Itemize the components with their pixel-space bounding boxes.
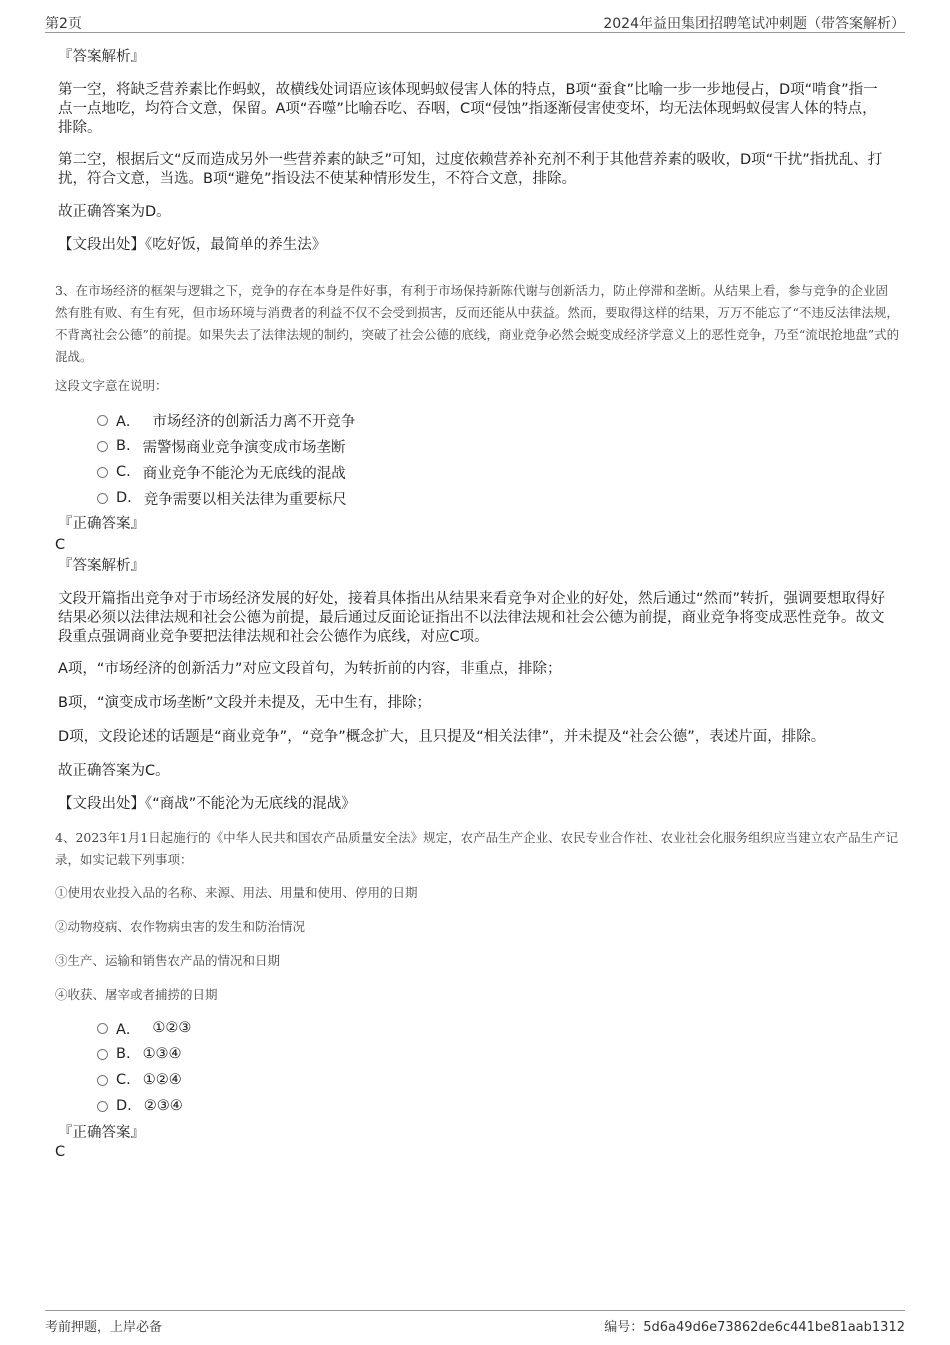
q3-conclusion: 故正确答案为C。 <box>58 763 170 779</box>
q3-answer-label: 『正确答案』 <box>58 516 145 532</box>
option-text: ①②③ <box>152 1020 192 1036</box>
option-text: ①②④ <box>142 1072 182 1088</box>
radio-icon[interactable] <box>97 1049 108 1060</box>
q2-analysis-label: 『答案解析』 <box>58 49 145 65</box>
q4-item-2: ②动物疫病、农作物病虫害的发生和防治情况 <box>55 919 306 934</box>
q2-source: 【文段出处】《吃好饭，最简单的养生法》 <box>58 237 327 253</box>
radio-icon[interactable] <box>97 441 108 452</box>
option-text: 商业竞争不能沦为无底线的混战 <box>142 465 346 482</box>
q3-option-c[interactable] <box>97 462 346 482</box>
footer-slogan: 考前押题，上岸必备 <box>45 1320 163 1335</box>
q3-analysis-p4: D项，文段论述的话题是“商业竞争”，“竞争”概念扩大，且只提及“相关法律”，并未提及“社会公德”，表述片面，排除。 <box>58 729 826 745</box>
option-text: ②③④ <box>143 1098 183 1114</box>
option-key: A． <box>116 1021 141 1038</box>
q4-option-d[interactable] <box>97 1096 183 1116</box>
q3-prompt: 这段文字意在说明： <box>55 378 168 393</box>
q4-option-b[interactable] <box>97 1044 182 1064</box>
q3-analysis-p2: A项，“市场经济的创新活力”对应文段首句，为转折前的内容，非重点，排除； <box>58 661 562 677</box>
q4-item-3: ③生产、运输和销售农产品的情况和日期 <box>55 953 281 968</box>
radio-icon[interactable] <box>97 493 108 504</box>
q2-analysis-p1: 第一空，将缺乏营养素比作蚂蚁，故横线处词语应该体现蚂蚁侵害人体的特点，B项“蚕食”比喻一步一步地侵占，D项“啃食”指一点一点地吃，均符合文意，保留。A项“吞噬”比喻吞吃、吞咽，C项“侵蚀”指逐渐侵害使变坏，均无法体现蚂蚁侵害人体的特点，排除。 <box>58 82 878 136</box>
option-key: B. <box>116 1046 131 1062</box>
option-text: ①③④ <box>142 1046 182 1062</box>
option-text: 市场经济的创新活力离不开竞争 <box>152 413 356 430</box>
q3-analysis-label: 『答案解析』 <box>58 558 145 574</box>
document-code: 编号：5d6a49d6e73862de6c441be81aab1312 <box>604 1320 905 1335</box>
option-key: C. <box>116 464 131 480</box>
q3-answer: C <box>55 537 66 553</box>
q4-option-c[interactable] <box>97 1070 182 1090</box>
option-key: B. <box>116 438 131 454</box>
q3-analysis-p1: 文段开篇指出竞争对于市场经济发展的好处，接着具体指出从结果来看竞争对企业的好处，然后通过“然而”转折，强调要想取得好结果必须以法律法规和社会公德为前提，最后通过反面论证指出不以法律法规和社会公德为前提，商业竞争将变成恶性竞争。故文段重点强调商业竞争要把法律法规和社会公德作为底线，对应C项。 <box>58 591 886 645</box>
radio-icon[interactable] <box>97 415 108 426</box>
q4-item-1: ①使用农业投入品的名称、来源、用法、用量和使用、停用的日期 <box>55 885 418 900</box>
q3-option-d[interactable] <box>97 488 347 508</box>
document-title: 2024年益田集团招聘笔试冲刺题（带答案解析） <box>603 16 905 32</box>
page-number: 第2页 <box>45 16 82 32</box>
q3-source: 【文段出处】《“商战”不能沦为无底线的混战》 <box>58 796 356 812</box>
q4-answer: C <box>55 1144 66 1160</box>
page-footer <box>45 1310 905 1341</box>
q2-conclusion: 故正确答案为D。 <box>58 204 171 220</box>
radio-icon[interactable] <box>97 1023 108 1034</box>
radio-icon[interactable] <box>97 1101 108 1112</box>
option-key: A． <box>116 413 141 430</box>
q4-stem: 4、2023年1月1日起施行的《中华人民共和国农产品质量安全法》规定，农产品生产企业、农民专业合作社、农业社会化服务组织应当建立农产品生产记录，如实记载下列事项： <box>55 830 899 867</box>
radio-icon[interactable] <box>97 1075 108 1086</box>
q4-answer-label: 『正确答案』 <box>58 1125 145 1141</box>
q2-analysis-p2: 第二空，根据后文“反而造成另外一些营养素的缺乏”可知，过度依赖营养补充剂不利于其他营养素的吸收，D项“干扰”指扰乱、打扰，符合文意，当选。B项“避免”指设法不使某种情形发生，不符合文意，排除。 <box>58 152 883 187</box>
radio-icon[interactable] <box>97 467 108 478</box>
option-text: 竞争需要以相关法律为重要标尺 <box>143 491 347 508</box>
q4-item-4: ④收获、屠宰或者捕捞的日期 <box>55 987 218 1002</box>
q3-analysis-p3: B项，“演变成市场垄断”文段并未提及，无中生有，排除； <box>58 695 431 711</box>
option-key: D. <box>116 490 132 506</box>
option-key: D. <box>116 1098 132 1114</box>
q4-option-a[interactable] <box>97 1018 191 1038</box>
option-text: 需警惕商业竞争演变成市场垄断 <box>142 439 346 456</box>
q3-stem: 3、在市场经济的框架与逻辑之下，竞争的存在本身是件好事，有利于市场保持新陈代谢与创新活力，防止停滞和垄断。从结果上看，参与竞争的企业固然有胜有败、有生有死，但市场环境与消费者的利益不仅不会受到损害，反而还能从中获益。然而，要取得这样的结果，万万不能忘了“不违反法律法规，不背离社会公德”的前提。如果失去了法律法规的制约，突破了社会公德的底线，商业竞争必然会蜕变成经济学意义上的恶性竞争，乃至“流氓抢地盘”式的混战。 <box>55 283 900 364</box>
option-key: C. <box>116 1072 131 1088</box>
page-header <box>45 10 905 33</box>
q3-option-b[interactable] <box>97 436 346 456</box>
q3-option-a[interactable] <box>97 410 355 430</box>
